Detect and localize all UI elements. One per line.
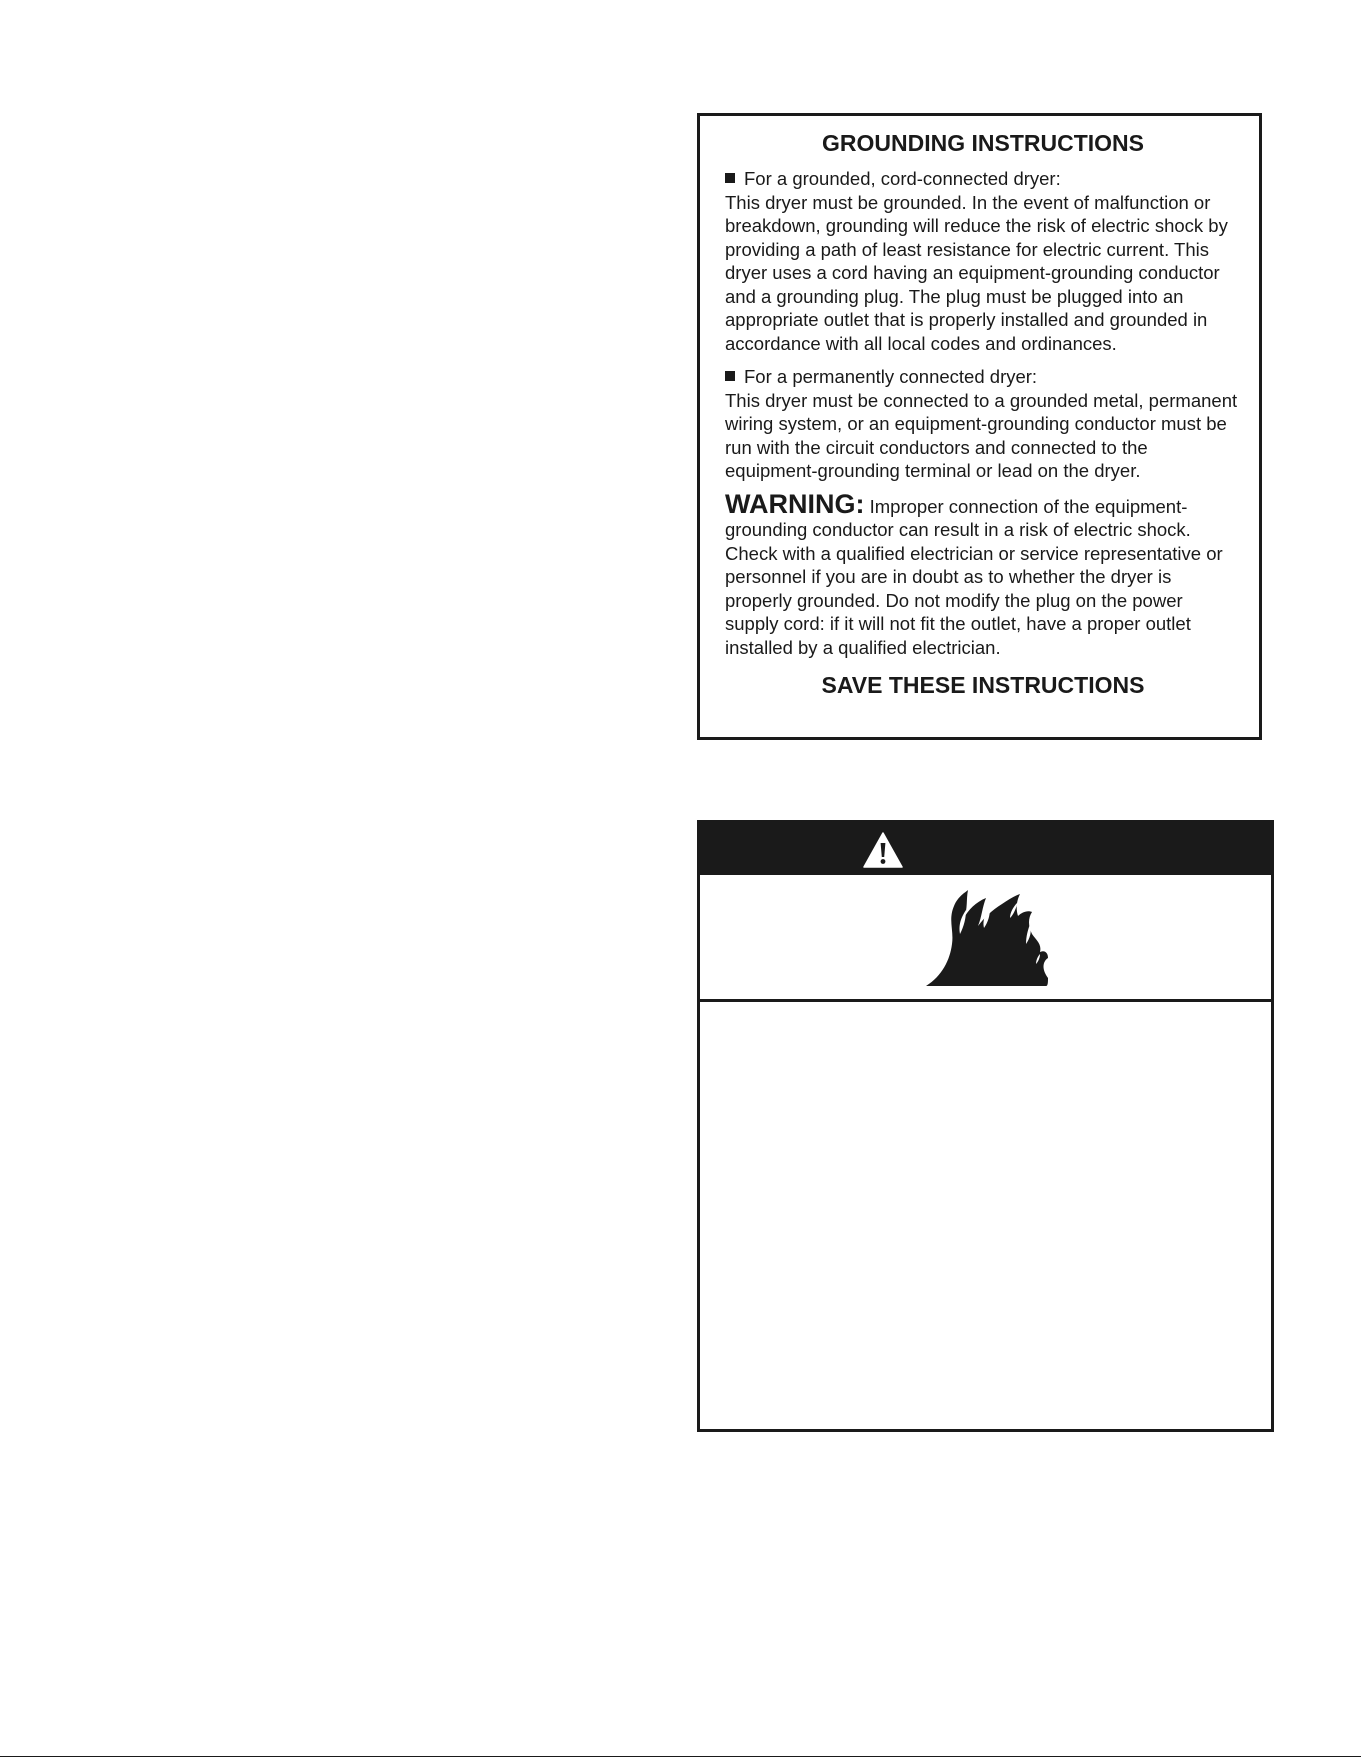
fire-hazard-warning-box bbox=[697, 820, 1274, 1432]
cord-connected-section bbox=[725, 167, 1241, 355]
grounding-title: GROUNDING INSTRUCTIONS bbox=[822, 130, 1144, 156]
cord-connected-heading: For a grounded, cord-connected dryer: bbox=[744, 168, 1061, 189]
square-bullet-icon bbox=[725, 371, 735, 381]
cord-connected-body: This dryer must be grounded. In the event of malfunction or breakdown, grounding will reduce the risk of electric shock by providing a path of least resistance for electric current. This dryer uses a cord having an equipment-grounding conductor and a grounding plug. The plug must be plugged into an appropriate outlet that is properly installed and grounded in accordance with all local codes and ordinances. bbox=[725, 191, 1228, 354]
save-instructions: SAVE THESE INSTRUCTIONS bbox=[821, 672, 1145, 698]
permanent-body: This dryer must be connected to a grounded metal, permanent wiring system, or an equipment-grounding conductor must be run with the circuit conductors and connected to the equipment-grounding terminal or lead on the dryer. bbox=[725, 389, 1238, 481]
warning-text: Improper connection of the equipment-grounding conductor can result in a risk of electric shock. Check with a qualified electrician or service representative or personnel if you are in doubt as to whether the dryer is properly grounded. Do not modify the plug on the power supply cord: if it will not fit the outlet, have a proper outlet installed by a qualified electrician. bbox=[725, 495, 1223, 658]
footer-rule bbox=[0, 1756, 1361, 1757]
square-bullet-icon bbox=[725, 173, 735, 183]
warning-label: WARNING: bbox=[725, 488, 865, 519]
fire-warning-text-area bbox=[700, 1002, 1271, 1427]
cord-connected-heading-line bbox=[725, 167, 1241, 191]
grounding-instructions-box bbox=[697, 113, 1262, 740]
permanent-heading-line bbox=[725, 365, 1241, 389]
permanent-heading: For a permanently connected dryer: bbox=[744, 366, 1038, 387]
fire-hazard-icon bbox=[924, 888, 1050, 988]
grounding-warning bbox=[725, 488, 1241, 660]
fire-image-area bbox=[700, 875, 1271, 1002]
permanent-section bbox=[725, 365, 1241, 483]
warning-triangle-icon bbox=[863, 832, 903, 868]
warning-header-bar bbox=[700, 823, 1271, 875]
